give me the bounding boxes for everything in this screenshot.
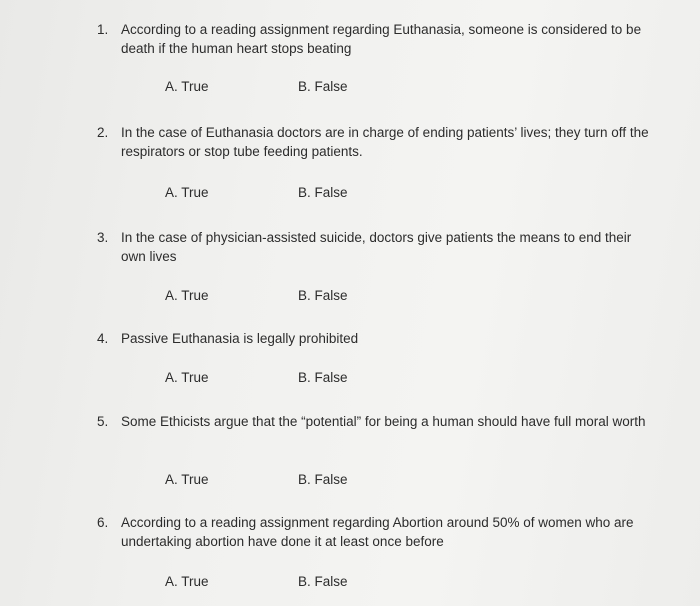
- question-text: Some Ethicists argue that the “potential” for being a human should have full moral worth: [121, 414, 646, 429]
- question-text: According to a reading assignment regarding Abortion around 50% of women who are undertaking abortion have done it at least once before: [121, 515, 634, 549]
- question-3: [97, 228, 657, 303]
- answer-options: [165, 185, 348, 200]
- answer-options: [165, 472, 348, 487]
- option-false[interactable]: B. False: [298, 472, 348, 487]
- option-false[interactable]: B. False: [298, 370, 348, 385]
- question-number: 3.: [97, 230, 109, 245]
- option-true[interactable]: A. True: [165, 574, 209, 589]
- option-false[interactable]: B. False: [298, 79, 348, 94]
- question-number: 1.: [97, 22, 109, 37]
- option-true[interactable]: A. True: [165, 185, 209, 200]
- question-number: 6.: [97, 515, 109, 530]
- question-text: In the case of Euthanasia doctors are in charge of ending patients’ lives; they turn off the respirators or stop tube feeding patients.: [121, 125, 649, 159]
- question-6: [97, 513, 657, 589]
- question-number: 4.: [97, 331, 109, 346]
- question-number: 5.: [97, 414, 109, 429]
- question-text: In the case of physician-assisted suicide, doctors give patients the means to end their own lives: [121, 230, 632, 264]
- option-true[interactable]: A. True: [165, 288, 209, 303]
- option-false[interactable]: B. False: [298, 185, 348, 200]
- question-text: According to a reading assignment regarding Euthanasia, someone is considered to be death if the human heart stops beating: [121, 22, 642, 56]
- option-true[interactable]: A. True: [165, 79, 209, 94]
- answer-options: [165, 288, 348, 303]
- question-4: [97, 329, 657, 385]
- question-2: [97, 123, 657, 200]
- option-false[interactable]: B. False: [298, 574, 348, 589]
- question-5: [97, 412, 657, 487]
- question-text: Passive Euthanasia is legally prohibited: [121, 331, 359, 346]
- answer-options: [165, 370, 348, 385]
- option-true[interactable]: A. True: [165, 472, 209, 487]
- option-false[interactable]: B. False: [298, 288, 348, 303]
- question-number: 2.: [97, 125, 109, 140]
- option-true[interactable]: A. True: [165, 370, 209, 385]
- answer-options: [165, 574, 348, 589]
- answer-options: [165, 79, 348, 94]
- question-1: [97, 20, 657, 94]
